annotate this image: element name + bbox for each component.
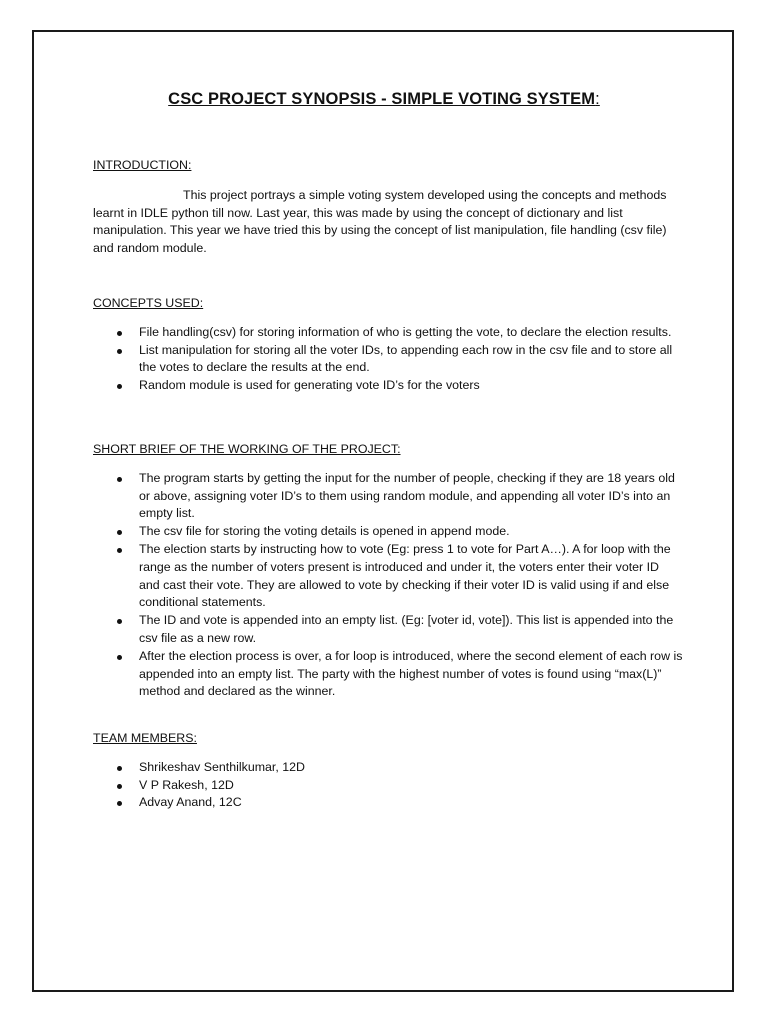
team-list [93,759,683,812]
concepts-item: Random module is used for generating vote ID’s for the voters [139,377,683,395]
document-title-suffix: : [595,90,600,108]
team-member: Shrikeshav Senthilkumar, 12D [139,759,683,777]
concepts-item: File handling(csv) for storing information of who is getting the vote, to declare the election results. [139,324,683,342]
working-heading-text: SHORT BRIEF OF THE WORKING OF THE PROJECT [93,442,398,456]
introduction-paragraph: This project portrays a simple voting system developed using the concepts and methods learnt in IDLE python till now. Last year, this was made by using the concept of dictionary and list manipulation. This year we have tried this by using the concept of list manipulation, file handling (csv file) and random module. [93,187,667,256]
document-title-text: CSC PROJECT SYNOPSIS - SIMPLE VOTING SYSTEM [168,90,596,108]
introduction-section [93,157,683,258]
working-item: The csv file for storing the voting details is opened in append mode. [139,523,683,541]
working-heading [93,441,683,459]
concepts-item: List manipulation for storing all the voter IDs, to appending each row in the csv file and to store all the votes to declare the results at the end. [139,342,683,378]
concepts-heading: CONCEPTS USED: [93,296,204,310]
team-member: Advay Anand, 12C [139,794,683,812]
working-item: After the election process is over, a for loop is introduced, where the second element of each row is appended into an empty list. The party with the highest number of votes is found using “max(L)” method and declared as the winner. [139,648,683,701]
introduction-heading: INTRODUCTION: [93,158,192,172]
working-section [93,441,683,701]
working-item: The ID and vote is appended into an empty list. (Eg: [voter id, vote]). This list is appended into the csv file as a new row. [139,612,683,648]
concepts-list [93,324,683,395]
team-heading: TEAM MEMBERS: [93,731,197,745]
working-item: The election starts by instructing how to vote (Eg: press 1 to vote for Part A…). A for loop with the range as the number of voters present is introduced and under it, the voters enter their voter ID and cast their vote. They are allowed to vote by checking if their voter ID is valid using if and else conditional statements. [139,541,683,612]
working-list [93,470,683,701]
working-item: The program starts by getting the input for the number of people, checking if they are 18 years old or above, assigning voter ID’s to them using random module, and appending all voter ID’s into an empty list. [139,470,683,523]
concepts-section [93,295,683,395]
team-member: V P Rakesh, 12D [139,777,683,795]
working-heading-suffix: : [397,442,401,456]
team-section [93,730,683,812]
document-title [0,90,768,109]
